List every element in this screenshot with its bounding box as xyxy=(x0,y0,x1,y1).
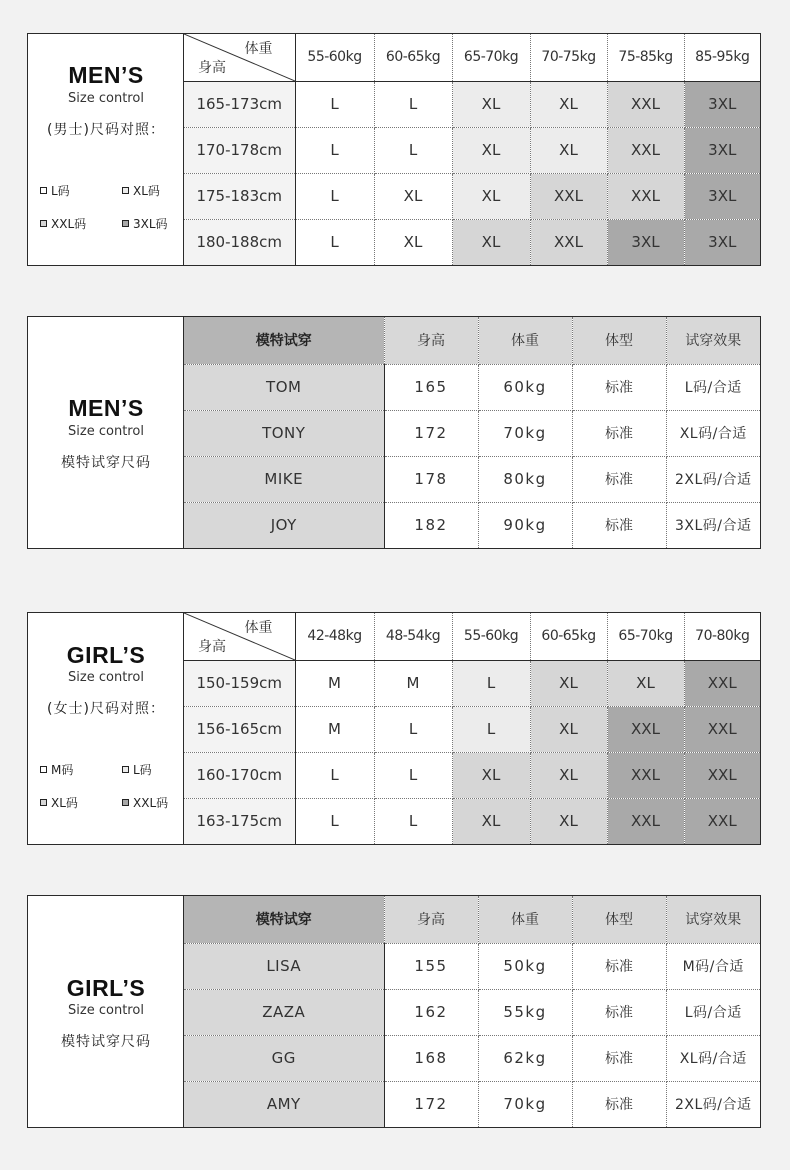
size-cell: 3XL xyxy=(684,127,760,173)
table-row xyxy=(184,127,760,173)
girls-subtitle: Size control xyxy=(68,1003,144,1018)
weight-column-header: 体重 xyxy=(478,317,572,364)
size-cell: L xyxy=(374,706,452,752)
model-body-type: 标准 xyxy=(572,364,666,410)
mens-brand-title: MEN’S xyxy=(68,62,144,88)
legend-item: L码 xyxy=(122,761,152,778)
girls-size-description: (女士)尺码对照： xyxy=(47,701,165,717)
model-fit: M码/合适 xyxy=(666,943,760,989)
height-axis-label: 身高 xyxy=(198,59,226,76)
height-column-header: 身高 xyxy=(384,896,478,943)
size-cell: XXL xyxy=(607,173,684,219)
size-cell: XXL xyxy=(530,219,607,265)
girls-subtitle: Size control xyxy=(68,670,144,685)
size-cell: XXL xyxy=(684,752,760,798)
model-height: 178 xyxy=(384,456,478,502)
model-body-type: 标准 xyxy=(572,1081,666,1127)
model-weight: 62kg xyxy=(478,1035,572,1081)
mens-size-table xyxy=(184,34,760,265)
model-fit: 3XL码/合适 xyxy=(666,502,760,548)
girls-size-table xyxy=(184,613,760,844)
girls-model-table xyxy=(184,896,760,1127)
table-row xyxy=(184,660,760,706)
size-cell: XL xyxy=(374,173,452,219)
model-name: JOY xyxy=(184,502,384,548)
girls-brand-title: GIRL’S xyxy=(66,975,146,1001)
size-cell: L xyxy=(295,81,374,127)
height-row-header: 180-188cm xyxy=(184,219,295,265)
model-column-header: 模特试穿 xyxy=(184,317,384,364)
size-cell: XL xyxy=(530,798,607,844)
size-cell: XXL xyxy=(684,660,760,706)
legend-item: XXL码 xyxy=(122,794,168,811)
legend-swatch-icon xyxy=(122,799,129,806)
weight-column-header: 70-75kg xyxy=(530,34,607,81)
height-row-header: 163-175cm xyxy=(184,798,295,844)
mens-size-sidebar xyxy=(28,34,184,265)
size-cell: 3XL xyxy=(684,219,760,265)
size-cell: M xyxy=(295,706,374,752)
legend-swatch-icon xyxy=(40,799,47,806)
size-cell: L xyxy=(374,81,452,127)
size-cell: XL xyxy=(607,660,684,706)
table-row xyxy=(184,1081,760,1127)
table-row xyxy=(184,364,760,410)
size-cell: XXL xyxy=(684,798,760,844)
height-row-header: 170-178cm xyxy=(184,127,295,173)
mens-subtitle: Size control xyxy=(68,91,144,106)
model-try-on-description: 模特试穿尺码 xyxy=(61,455,151,471)
model-height: 162 xyxy=(384,989,478,1035)
table-row xyxy=(184,1035,760,1081)
size-cell: XL xyxy=(530,660,607,706)
size-cell: XL xyxy=(530,127,607,173)
model-weight: 55kg xyxy=(478,989,572,1035)
height-axis-label: 身高 xyxy=(198,638,226,655)
size-cell: XL xyxy=(452,127,530,173)
model-weight: 70kg xyxy=(478,410,572,456)
size-cell: XXL xyxy=(607,706,684,752)
size-cell: XL xyxy=(452,798,530,844)
mens-size-description: (男士)尺码对照： xyxy=(47,122,165,138)
mens-subtitle: Size control xyxy=(68,424,144,439)
size-cell: L xyxy=(295,798,374,844)
weight-column-header: 体重 xyxy=(478,896,572,943)
weight-column-header: 85-95kg xyxy=(684,34,760,81)
model-weight: 90kg xyxy=(478,502,572,548)
weight-column-header: 65-70kg xyxy=(607,613,684,660)
mens-size-chart xyxy=(27,33,761,266)
height-row-header: 160-170cm xyxy=(184,752,295,798)
legend-item: 3XL码 xyxy=(122,215,168,232)
legend-item: XL码 xyxy=(40,794,78,811)
size-cell: XL xyxy=(452,173,530,219)
weight-column-header: 48-54kg xyxy=(374,613,452,660)
model-height: 165 xyxy=(384,364,478,410)
weight-column-header: 65-70kg xyxy=(452,34,530,81)
girls-model-chart xyxy=(27,895,761,1128)
girls-size-chart xyxy=(27,612,761,845)
model-body-type: 标准 xyxy=(572,456,666,502)
table-row xyxy=(184,502,760,548)
model-fit: L码/合适 xyxy=(666,364,760,410)
weight-column-header: 55-60kg xyxy=(452,613,530,660)
model-name: AMY xyxy=(184,1081,384,1127)
body-type-column-header: 体型 xyxy=(572,896,666,943)
weight-column-header: 75-85kg xyxy=(607,34,684,81)
table-row xyxy=(184,219,760,265)
size-cell: L xyxy=(295,752,374,798)
table-row xyxy=(184,456,760,502)
weight-column-header: 42-48kg xyxy=(295,613,374,660)
model-name: MIKE xyxy=(184,456,384,502)
size-cell: XXL xyxy=(684,706,760,752)
size-cell: L xyxy=(295,219,374,265)
model-name: TONY xyxy=(184,410,384,456)
table-corner-header xyxy=(184,613,295,660)
weight-axis-label: 体重 xyxy=(244,41,273,57)
girls-brand-title: GIRL’S xyxy=(66,642,146,668)
model-fit: 2XL码/合适 xyxy=(666,456,760,502)
size-cell: L xyxy=(295,173,374,219)
size-cell: XL xyxy=(452,219,530,265)
model-body-type: 标准 xyxy=(572,410,666,456)
model-height: 168 xyxy=(384,1035,478,1081)
size-cell: 3XL xyxy=(684,81,760,127)
weight-column-header: 55-60kg xyxy=(295,34,374,81)
table-row xyxy=(184,706,760,752)
model-body-type: 标准 xyxy=(572,502,666,548)
legend-swatch-icon xyxy=(40,220,47,227)
legend-swatch-icon xyxy=(122,220,129,227)
table-row xyxy=(184,752,760,798)
legend-swatch-icon xyxy=(40,187,47,194)
legend-swatch-icon xyxy=(122,766,129,773)
model-fit: 2XL码/合适 xyxy=(666,1081,760,1127)
weight-column-header: 60-65kg xyxy=(374,34,452,81)
legend-swatch-icon xyxy=(40,766,47,773)
model-body-type: 标准 xyxy=(572,1035,666,1081)
model-fit: XL码/合适 xyxy=(666,1035,760,1081)
size-cell: XL xyxy=(452,81,530,127)
model-weight: 80kg xyxy=(478,456,572,502)
size-cell: XXL xyxy=(607,752,684,798)
height-row-header: 175-183cm xyxy=(184,173,295,219)
size-cell: XXL xyxy=(607,127,684,173)
legend-item: XXL码 xyxy=(40,215,86,232)
height-column-header: 身高 xyxy=(384,317,478,364)
height-row-header: 150-159cm xyxy=(184,660,295,706)
model-height: 172 xyxy=(384,1081,478,1127)
size-cell: L xyxy=(374,127,452,173)
girls-size-sidebar xyxy=(28,613,184,844)
model-weight: 60kg xyxy=(478,364,572,410)
fit-column-header: 试穿效果 xyxy=(666,317,760,364)
table-row xyxy=(184,173,760,219)
model-height: 182 xyxy=(384,502,478,548)
size-cell: XXL xyxy=(607,798,684,844)
weight-column-header: 60-65kg xyxy=(530,613,607,660)
table-row xyxy=(184,989,760,1035)
model-name: TOM xyxy=(184,364,384,410)
legend-item: XL码 xyxy=(122,182,160,199)
mens-model-sidebar xyxy=(28,317,184,548)
legend-item: L码 xyxy=(40,182,70,199)
mens-model-table xyxy=(184,317,760,548)
size-cell: XXL xyxy=(530,173,607,219)
size-cell: XL xyxy=(530,81,607,127)
legend-item: M码 xyxy=(40,761,73,778)
size-cell: 3XL xyxy=(607,219,684,265)
girls-model-sidebar xyxy=(28,896,184,1127)
size-cell: M xyxy=(295,660,374,706)
size-cell: XL xyxy=(530,752,607,798)
model-fit: L码/合适 xyxy=(666,989,760,1035)
model-weight: 70kg xyxy=(478,1081,572,1127)
weight-column-header: 70-80kg xyxy=(684,613,760,660)
table-row xyxy=(184,410,760,456)
fit-column-header: 试穿效果 xyxy=(666,896,760,943)
model-weight: 50kg xyxy=(478,943,572,989)
model-try-on-description: 模特试穿尺码 xyxy=(61,1034,151,1050)
size-cell: 3XL xyxy=(684,173,760,219)
table-corner-header xyxy=(184,34,295,81)
height-row-header: 165-173cm xyxy=(184,81,295,127)
model-name: GG xyxy=(184,1035,384,1081)
height-row-header: 156-165cm xyxy=(184,706,295,752)
size-cell: XL xyxy=(374,219,452,265)
model-name: LISA xyxy=(184,943,384,989)
model-fit: XL码/合适 xyxy=(666,410,760,456)
model-height: 172 xyxy=(384,410,478,456)
size-cell: L xyxy=(374,752,452,798)
model-height: 155 xyxy=(384,943,478,989)
table-row xyxy=(184,943,760,989)
size-cell: XXL xyxy=(607,81,684,127)
mens-model-chart xyxy=(27,316,761,549)
model-body-type: 标准 xyxy=(572,989,666,1035)
model-body-type: 标准 xyxy=(572,943,666,989)
table-row xyxy=(184,81,760,127)
size-cell: L xyxy=(374,798,452,844)
body-type-column-header: 体型 xyxy=(572,317,666,364)
legend-swatch-icon xyxy=(122,187,129,194)
size-cell: M xyxy=(374,660,452,706)
size-cell: L xyxy=(452,706,530,752)
size-cell: XL xyxy=(530,706,607,752)
size-cell: L xyxy=(452,660,530,706)
weight-axis-label: 体重 xyxy=(244,620,273,636)
size-cell: L xyxy=(295,127,374,173)
table-row xyxy=(184,798,760,844)
size-cell: XL xyxy=(452,752,530,798)
mens-brand-title: MEN’S xyxy=(68,395,144,421)
model-name: ZAZA xyxy=(184,989,384,1035)
model-column-header: 模特试穿 xyxy=(184,896,384,943)
